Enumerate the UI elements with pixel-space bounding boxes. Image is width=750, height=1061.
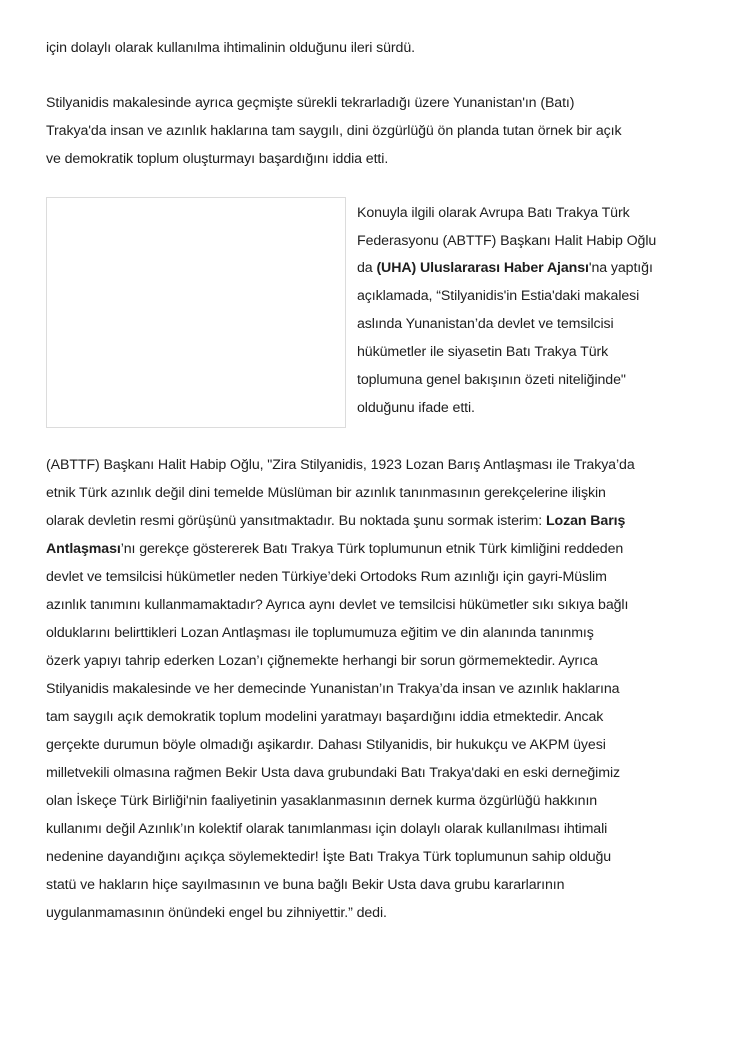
text-line: olan İskeçe Türk Birliği'nin faaliyetinin yasaklanmasının dernek kurma özgürlüğü hakkının xyxy=(46,793,598,809)
text-line xyxy=(357,258,653,278)
text-line: Stilyanidis makalesinde ayrıca geçmişte sürekli tekrarladığı üzere Yunanistan'ın (Batı) xyxy=(46,95,575,111)
text-segment: 'na yaptığı xyxy=(588,260,653,276)
text-line: toplumuna genel bakışının özeti niteliğinde" xyxy=(357,372,626,388)
text-line: açıklamada, “Stilyanidis'in Estia'daki makalesi xyxy=(357,288,640,304)
text-line: nedenine dayandığını açıkça söylemektedir! İşte Batı Trakya Türk toplumunun sahip olduğu xyxy=(46,849,612,865)
text-line: Konuyla ilgili olarak Avrupa Batı Trakya Türk xyxy=(357,205,630,221)
text-line xyxy=(46,511,625,531)
text-line: devlet ve temsilcisi hükümetler neden Türkiye’deki Ortodoks Rum azınlığı için gayri-Müslim xyxy=(46,569,607,585)
text-segment: da xyxy=(357,260,377,276)
text-line: için dolaylı olarak kullanılma ihtimalinin olduğunu ileri sürdü. xyxy=(46,40,415,56)
text-line: gerçekte durumun böyle olmadığı aşikardır. Dahası Stilyanidis, bir hukukçu ve AKPM üyesi xyxy=(46,737,606,753)
treaty-name-bold: Lozan Barış xyxy=(545,513,626,529)
text-line: Federasyonu (ABTTF) Başkanı Halit Habip Oğlu xyxy=(357,233,657,249)
treaty-name-bold: Antlaşması xyxy=(46,541,121,557)
text-line: uygulanmamasının önündeki engel bu zihniyettir.” dedi. xyxy=(46,905,387,921)
text-line: (ABTTF) Başkanı Halit Habip Oğlu, "Zira Stilyanidis, 1923 Lozan Barış Antlaşması ile Trakya’da xyxy=(46,457,635,473)
text-line: aslında Yunanistan’da devlet ve temsilcisi xyxy=(357,316,614,332)
text-line: Trakya'da insan ve azınlık haklarına tam saygılı, dini özgürlüğü ön planda tutan örnek bir açık xyxy=(46,123,622,139)
agency-name-bold: (UHA) Uluslararası Haber Ajansı xyxy=(376,260,589,276)
text-segment: ’nı gerekçe göstererek Batı Trakya Türk toplumunun etnik Türk kimliğini reddeden xyxy=(120,541,624,557)
text-line: tam saygılı açık demokratik toplum modelini yaratmayı başardığını iddia etmektedir. Ancak xyxy=(46,709,604,725)
text-segment: olarak devletin resmi görüşünü yansıtmaktadır. Bu noktada şunu sormak isterim: xyxy=(46,513,546,529)
text-line: özerk yapıyı tahrip ederken Lozan’ı çiğnemekte herhangi bir sorun görmemektedir. Ayrıca xyxy=(46,653,598,669)
text-line: azınlık tanımını kullanmamaktadır? Ayrıca aynı devlet ve temsilcisi hükümetler sıkı sıkıya bağlı xyxy=(46,597,629,613)
text-line: olduklarını belirttikleri Lozan Antlaşması ile toplumumuza eğitim ve din alanında tanınmış xyxy=(46,625,594,641)
text-line: etnik Türk azınlık değil dini temelde Müslüman bir azınlık tanınmasının gerekçelerine ilişkin xyxy=(46,485,606,501)
text-line: statü ve hakların hiçe sayılmasının ve buna bağlı Bekir Usta dava grubu kararlarının xyxy=(46,877,565,893)
text-line: olduğunu ifade etti. xyxy=(357,400,475,416)
text-line: kullanımı değil Azınlık’ın kolektif olarak tanımlanması için dolaylı olarak kullanılması ihtimali xyxy=(46,821,608,837)
text-line: Stilyanidis makalesinde ve her demecinde Yunanistan’ın Trakya’da insan ve azınlık haklarına xyxy=(46,681,620,697)
text-line: ve demokratik toplum oluşturmayı başardığını iddia etti. xyxy=(46,151,389,167)
text-line: hükümetler ile siyasetin Batı Trakya Türk xyxy=(357,344,609,360)
text-line: milletvekili olmasına rağmen Bekir Usta dava grubundaki Batı Trakya'daki en eski derneğimiz xyxy=(46,765,620,781)
article-image-placeholder xyxy=(46,197,346,428)
text-line xyxy=(46,539,623,559)
